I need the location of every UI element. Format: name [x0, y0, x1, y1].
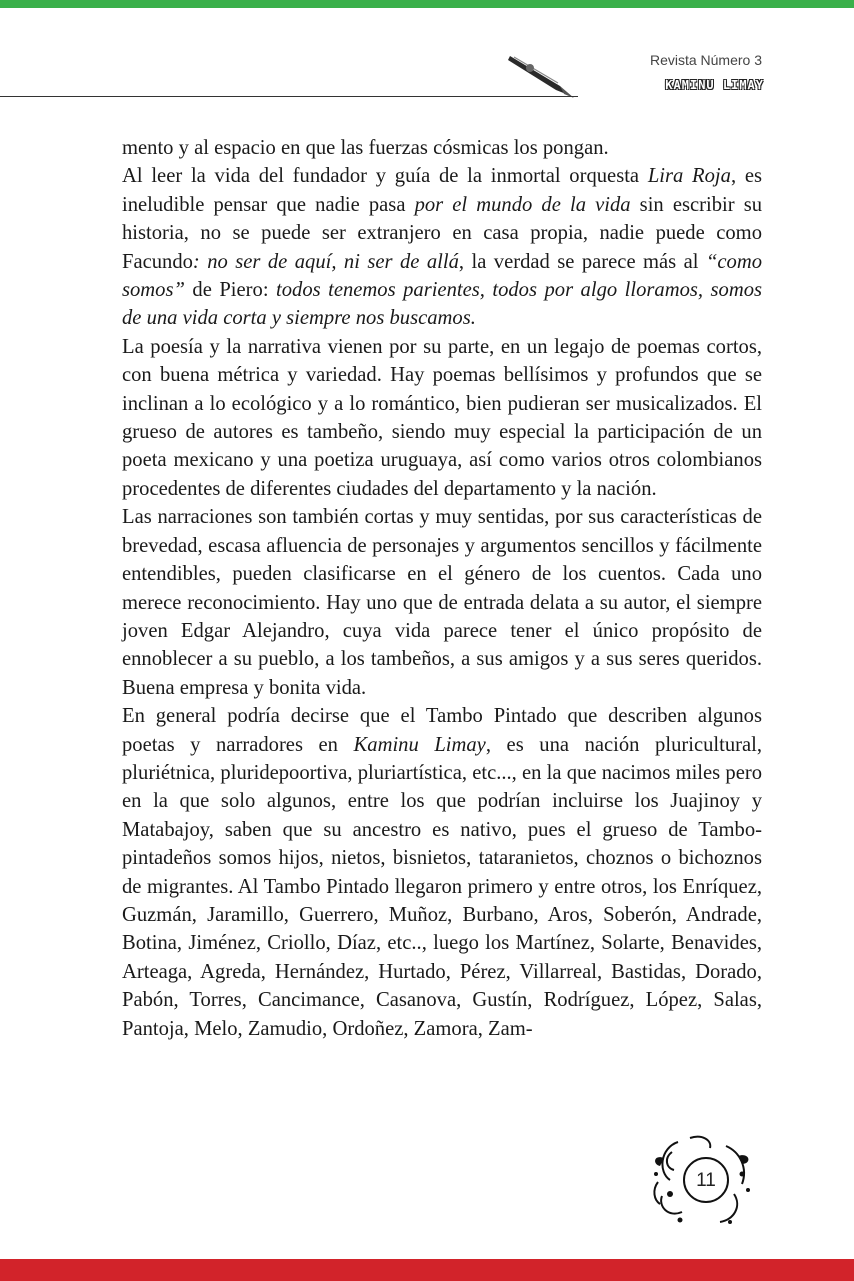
paragraph-text: En general podría decirse que el Tambo Pintado que describen algunos poetas y narradores en — [122, 705, 762, 756]
italic-text: : no ser de aquí, ni ser de allá — [192, 250, 459, 273]
italic-text: Kaminu Limay — [353, 733, 486, 756]
italic-text: Lira Roja — [647, 165, 731, 188]
paragraph — [122, 503, 762, 702]
bottom-red-bar — [0, 1259, 854, 1281]
paragraph-text: mento y al espacio en que las fuerzas cósmicas los pongan. — [122, 137, 609, 159]
paragraph-text: sin escribir su historia, no se puede ser extranjero en casa propia, nadie puede como Facundo — [122, 193, 762, 273]
paragraph-text: Las narraciones son también cortas y muy sentidas, por sus características de brevedad, escasa afluencia de personajes y argumentos sencillos y fácilmente entendibles, pueden clasificarse en el género de los cuentos. Cada uno merece reconocimiento. Hay uno que de entrada delata a su autor, el siempre joven Edgar Alejandro, cuya vida parece tener el único propósito de ennoblecer a su pueblo, a los tambeños, a sus amigos y a sus seres queridos. Buena empresa y bonita vida. — [122, 506, 762, 699]
magazine-name: KAMINU LIMAY — [665, 78, 764, 92]
header-rule — [0, 96, 578, 97]
fountain-pen-icon — [508, 52, 578, 105]
article-body — [122, 134, 762, 1043]
page-number: 11 — [696, 1170, 716, 1191]
paragraph-text: de Piero: — [184, 279, 277, 302]
paragraph — [122, 134, 762, 162]
issue-label: Revista Número 3 — [649, 52, 762, 68]
paragraph — [122, 162, 762, 332]
paragraph — [122, 702, 762, 1043]
paragraph-text: , es ineludible pensar que nadie pasa — [122, 165, 763, 216]
italic-text: todos tenemos parientes, todos por algo lloramos, somos de una vida corta y siempre nos buscamos. — [122, 279, 763, 330]
paragraph-text: Al leer la vida del fundador y guía de la inmortal orquesta — [122, 165, 648, 188]
italic-text: “como somos” — [122, 250, 762, 302]
top-green-bar — [0, 0, 854, 8]
paragraph — [122, 333, 762, 503]
paragraph-text: , la verdad se parece más al — [458, 250, 706, 273]
paragraph-text: La poesía y la narrativa vienen por su parte, en un legajo de poemas cortos, con buena métrica y variedad. Hay poemas bellísimos y profundos que se inclinan a lo ecológico y a lo romántico, bien pudieran ser musicalizados. El grueso de autores es tambeño, siendo muy especial la participación de un poeta mexicano y una poetiza uruguaya, así como varios otros colombianos procedentes de diferentes ciudades del departamento y la nación. — [122, 335, 762, 500]
paragraph-text: , es una nación pluricultural, pluriétnica, pluridepoortiva, pluriartística, etc..., en la que nacimos miles pero en la que solo algunos, entre los que podrían incluirse los Juajinoy y Matabajoy, saben que su ancestro es nativo, pues el grueso de Tambo-pintadeños somos hijos, nietos, bisnietos, tataranietos, choznos o bichoznos de migrantes. Al Tambo Pintado llegaron primero y entre otros, los Enríquez, Guzmán, Jaramillo, Guerrero, Muñoz, Burbano, Aros, Soberón, Andrade, Botina, Jiménez, Criollo, Díaz, etc.., luego los Martínez, Solarte, Benavides, Arteaga, Agreda, Hernández, Hurtado, Pérez, Villarreal, Bastidas, Dorado, Pabón, Torres, Cancimance, Casanova, Gustín, Rodríguez, López, Salas, Pantoja, Melo, Zamudio, Ordoñez, Zamora, Zam- — [122, 733, 762, 1040]
italic-text: por el mundo de la vida — [414, 193, 631, 216]
